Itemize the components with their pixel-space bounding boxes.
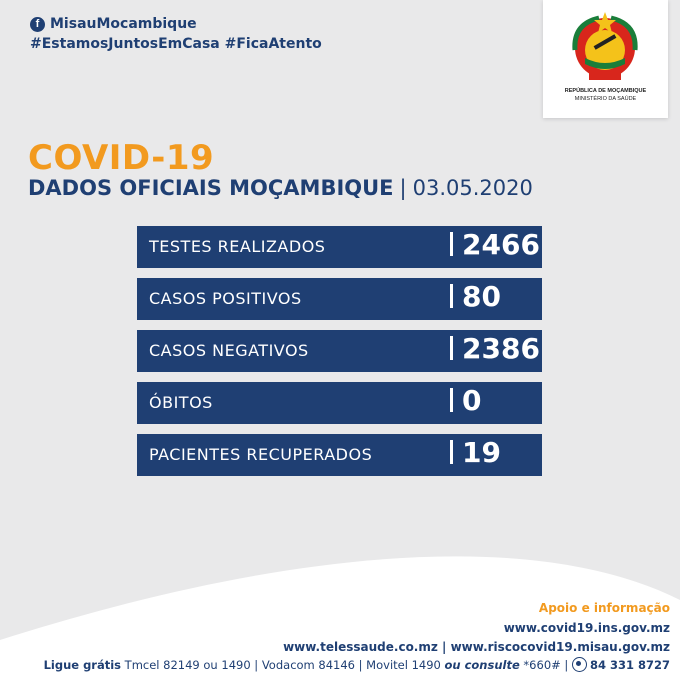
emblem-ministry: MINISTÉRIO DA SAÚDE <box>574 96 637 102</box>
page-subtitle <box>28 176 533 200</box>
subtitle-text: DADOS OFICIAIS MOÇAMBIQUE <box>28 176 394 200</box>
stat-value: 80 <box>462 280 501 313</box>
stat-divider <box>450 388 453 412</box>
stat-divider <box>450 232 453 256</box>
stat-divider <box>450 284 453 308</box>
stat-divider <box>450 440 453 464</box>
stat-label: CASOS POSITIVOS <box>149 289 302 308</box>
stat-value: 19 <box>462 436 501 469</box>
report-date: 03.05.2020 <box>412 176 533 200</box>
stat-label: CASOS NEGATIVOS <box>149 341 309 360</box>
whatsapp-number[interactable]: 84 331 8727 <box>589 658 670 672</box>
facebook-handle[interactable]: MisauMocambique <box>50 16 197 32</box>
ligue-label: Ligue grátis <box>43 658 122 672</box>
stat-label: PACIENTES RECUPERADOS <box>149 445 373 464</box>
site-links[interactable]: www.telessaude.co.mz | www.riscocovid19.misau.gov.mz <box>283 640 670 654</box>
ussd-code: *660# | <box>519 658 572 672</box>
hotline-line <box>10 657 670 672</box>
stat-value: 2466 <box>462 228 540 261</box>
page-title: COVID-19 <box>28 138 215 178</box>
stats-list <box>137 226 542 486</box>
stat-value: 2386 <box>462 332 540 365</box>
stat-label: TESTES REALIZADOS <box>149 237 326 256</box>
whatsapp-icon <box>572 657 587 672</box>
stat-row-tests <box>137 226 542 268</box>
stat-row-deaths <box>137 382 542 424</box>
hashtags: #EstamosJuntosEmCasa #FicaAtento <box>30 36 322 52</box>
consulte-label: ou consulte <box>444 658 520 672</box>
ministry-emblem-card <box>543 0 668 118</box>
stat-row-negative <box>137 330 542 372</box>
emblem-country: REPÚBLICA DE MOÇAMBIQUE <box>564 88 647 94</box>
facebook-icon: f <box>30 17 45 32</box>
site-link-ins[interactable]: www.covid19.ins.gov.mz <box>503 621 670 635</box>
stat-divider <box>450 336 453 360</box>
stat-label: ÓBITOS <box>149 393 213 412</box>
stat-value: 0 <box>462 384 482 417</box>
stat-row-positive <box>137 278 542 320</box>
support-title: Apoio e informação <box>538 601 670 615</box>
stat-row-recovered <box>137 434 542 476</box>
mozambique-emblem-icon <box>563 10 648 88</box>
hotline-numbers: Tmcel 82149 ou 1490 | Vodacom 84146 | Movitel 1490 <box>121 658 445 672</box>
subtitle-separator: | <box>399 176 407 200</box>
social-block <box>30 14 322 54</box>
